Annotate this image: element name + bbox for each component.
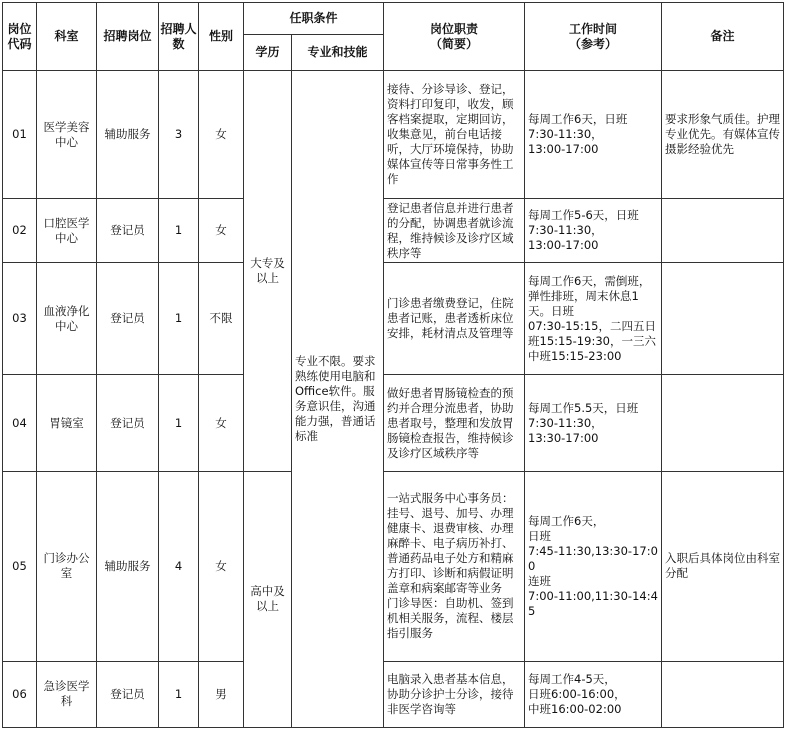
header-headcount: 招聘人数: [159, 3, 199, 71]
post-code: 02: [3, 199, 37, 263]
gender: 女: [199, 471, 244, 661]
header-position: 招聘岗位: [97, 3, 159, 71]
remarks: [662, 375, 784, 471]
header-department: 科室: [37, 3, 97, 71]
position: 辅助服务: [97, 71, 159, 199]
header-education: 学历: [244, 35, 292, 71]
remarks: 入职后具体岗位由科室分配: [662, 471, 784, 661]
table-row: [3, 263, 784, 375]
department: 血液净化中心: [37, 263, 97, 375]
header-work-hours: 工作时间 （参考）: [525, 3, 662, 71]
header-post-code: 岗位代码: [3, 3, 37, 71]
header-requirements: 任职条件: [244, 3, 384, 35]
post-code: 06: [3, 661, 37, 727]
table-row: [3, 375, 784, 471]
table-row: [3, 661, 784, 727]
department: 口腔医学中心: [37, 199, 97, 263]
post-code: 04: [3, 375, 37, 471]
header-skills: 专业和技能: [292, 35, 384, 71]
gender: 女: [199, 71, 244, 199]
header-remarks: 备注: [662, 3, 784, 71]
post-code: 05: [3, 471, 37, 661]
headcount: 1: [159, 199, 199, 263]
work-hours: 每周工作5-6天，日班 7:30-11:30， 13:00-17:00: [525, 199, 662, 263]
headcount: 1: [159, 661, 199, 727]
headcount: 3: [159, 71, 199, 199]
gender: 女: [199, 199, 244, 263]
gender: 女: [199, 375, 244, 471]
position: 登记员: [97, 375, 159, 471]
table-row: [3, 199, 784, 263]
headcount: 4: [159, 471, 199, 661]
gender: 男: [199, 661, 244, 727]
work-hours: 每周工作4-5天， 日班6:00-16:00， 中班16:00-02:00: [525, 661, 662, 727]
position: 登记员: [97, 199, 159, 263]
duties: 做好患者胃肠镜检查的预约并合理分流患者，协助患者取号，整理和发放胃肠镜检查报告，维持候诊及诊疗区域秩序等: [384, 375, 525, 471]
post-code: 01: [3, 71, 37, 199]
skills-requirements: 专业不限。要求熟练使用电脑和Office软件。服务意识佳，沟通能力强，普通话标准: [292, 71, 384, 728]
remarks: [662, 199, 784, 263]
department: 门诊办公室: [37, 471, 97, 661]
remarks: [662, 661, 784, 727]
position: 登记员: [97, 661, 159, 727]
header-gender: 性别: [199, 3, 244, 71]
position: 辅助服务: [97, 471, 159, 661]
duties: 接待、分诊导诊、登记，资料打印复印，收发，顾客档案提取，定期回访，收集意见，前台电话接听，大厅环境保持，协助媒体宣传等日常事务性工作: [384, 71, 525, 199]
work-hours: 每周工作6天，日班 7:30-11:30， 13:00-17:00: [525, 71, 662, 199]
department: 胃镜室: [37, 375, 97, 471]
post-code: 03: [3, 263, 37, 375]
position: 登记员: [97, 263, 159, 375]
education-group: 高中及以上: [244, 471, 292, 727]
table-row: [3, 71, 784, 199]
work-hours: 每周工作6天，需倒班，弹性排班，周末休息1天。日班 07:30-15:15，二四五日班15:15-19:30，一三六中班15:15-23:00: [525, 263, 662, 375]
duties: 门诊患者缴费登记，住院患者记账，患者透析床位安排，耗材清点及管理等: [384, 263, 525, 375]
table-row: [3, 471, 784, 661]
recruitment-table: [2, 2, 784, 728]
work-hours: 每周工作6天， 日班 7:45-11:30,13:30-17:00 连班 7:00-11:00,11:30-14:45: [525, 471, 662, 661]
headcount: 1: [159, 375, 199, 471]
department: 急诊医学科: [37, 661, 97, 727]
remarks: [662, 263, 784, 375]
work-hours: 每周工作5.5天，日班 7:30-11:30， 13:30-17:00: [525, 375, 662, 471]
department: 医学美容中心: [37, 71, 97, 199]
duties: 一站式服务中心事务员：挂号、退号、加号、办理健康卡、退费审核、办理麻醉卡、电子病历补打、普通药品电子处方和精麻方打印、诊断和病假证明盖章和病案邮寄等业务 门诊导医：自助机、签到机相关服务，流程、楼层指引服务: [384, 471, 525, 661]
header-duties: 岗位职责 （简要）: [384, 3, 525, 71]
headcount: 1: [159, 263, 199, 375]
education-group: 大专及以上: [244, 71, 292, 472]
duties: 电脑录入患者基本信息，协助分诊护士分诊，接待非医学咨询等: [384, 661, 525, 727]
remarks: 要求形象气质佳。护理专业优先。有媒体宣传摄影经验优先: [662, 71, 784, 199]
duties: 登记患者信息并进行患者的分配，协调患者就诊流程，维持候诊及诊疗区域秩序等: [384, 199, 525, 263]
gender: 不限: [199, 263, 244, 375]
